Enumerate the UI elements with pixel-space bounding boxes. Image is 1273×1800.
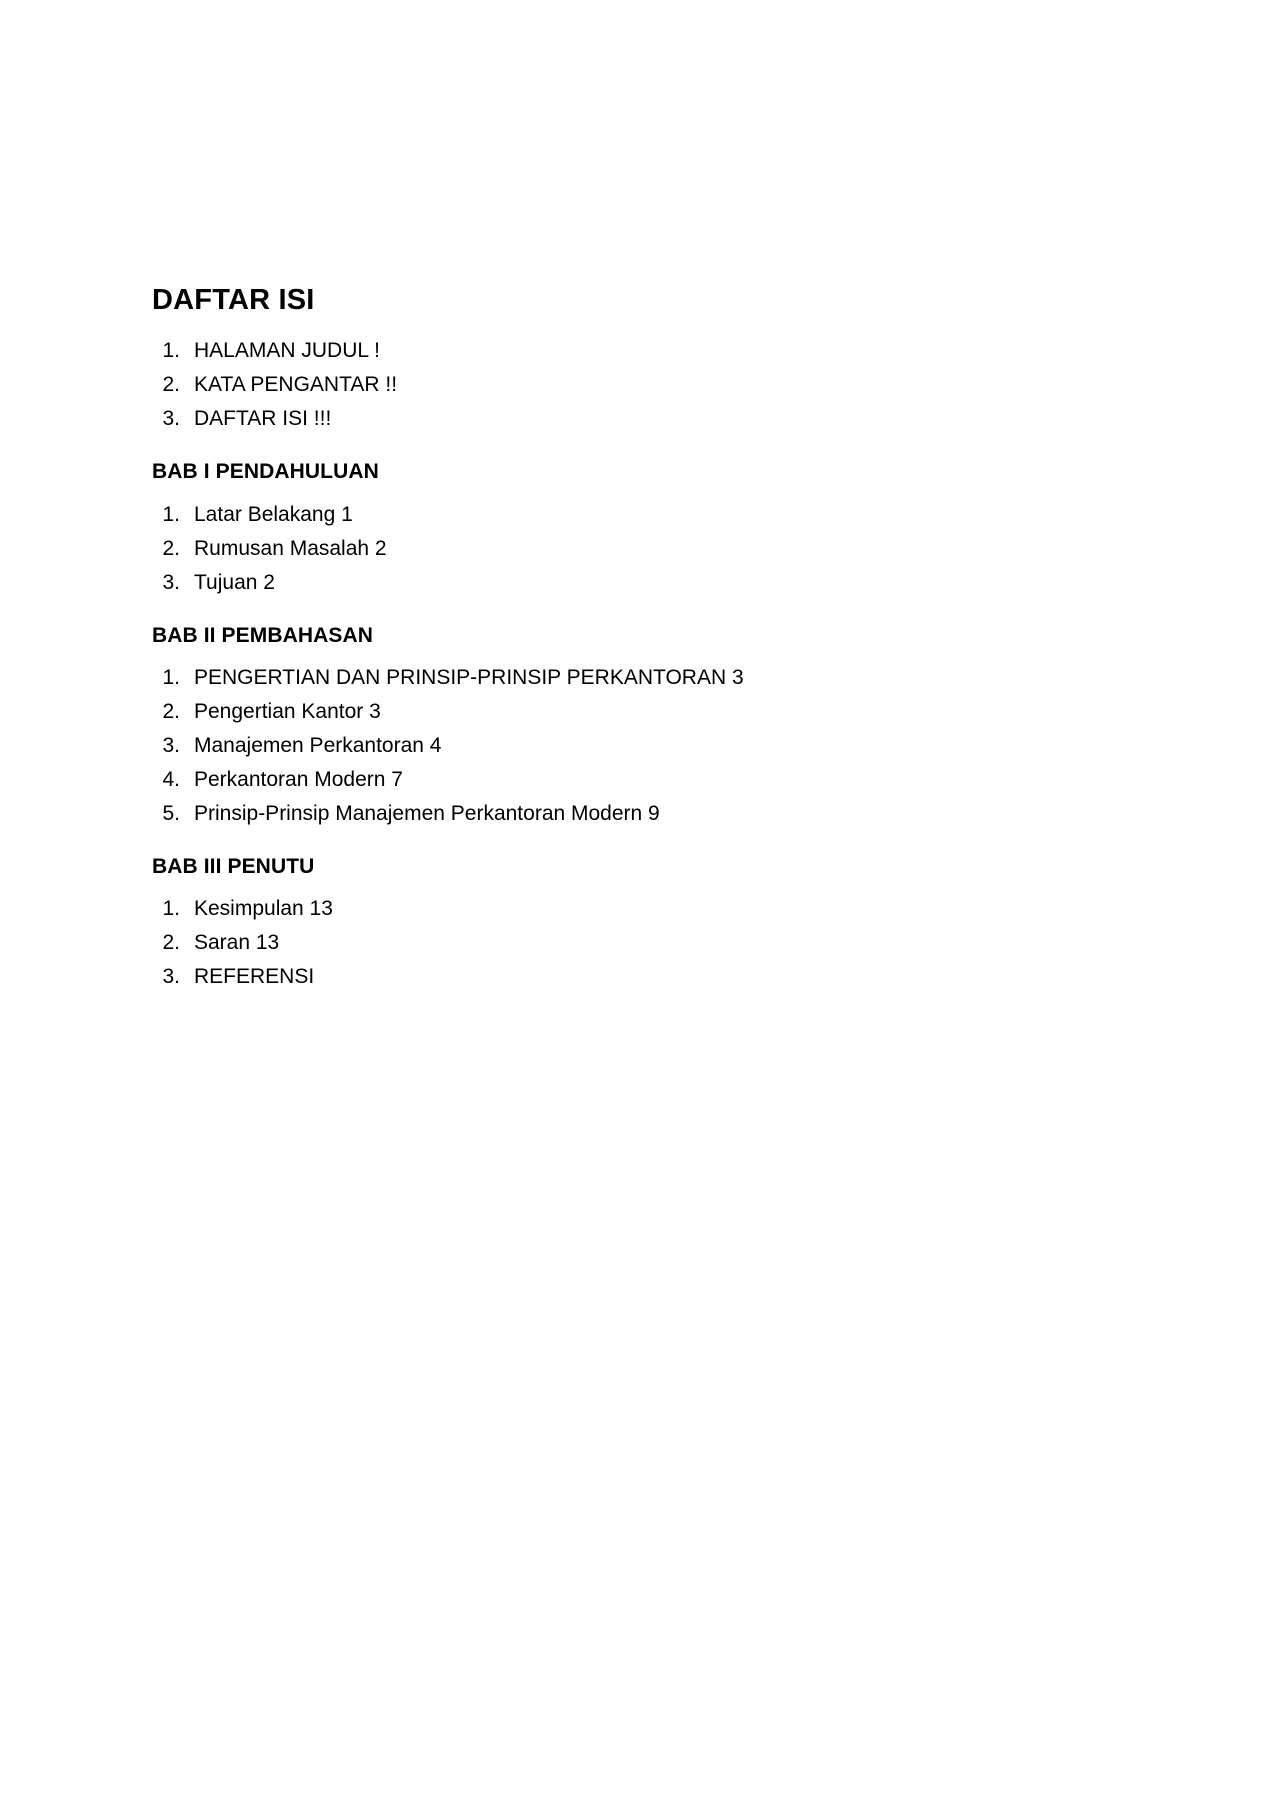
list-item-number: 4. xyxy=(162,767,180,791)
list-item xyxy=(152,498,1052,532)
section-heading-bab-i: BAB I PENDAHULUAN xyxy=(152,460,379,484)
list-item-label: Kesimpulan 13 xyxy=(194,897,333,921)
list-item-number: 3. xyxy=(162,965,180,989)
list-item xyxy=(152,695,1052,729)
toc-list-bab-i xyxy=(152,498,1052,600)
list-item xyxy=(152,402,1052,436)
list-item xyxy=(152,661,1052,695)
toc-list-bab-iii xyxy=(152,892,1052,994)
document-body xyxy=(152,282,1052,994)
list-item-label: DAFTAR ISI !!! xyxy=(194,407,332,431)
list-item xyxy=(152,960,1052,994)
list-item xyxy=(152,729,1052,763)
list-item-number: 3. xyxy=(162,570,180,594)
list-item xyxy=(152,892,1052,926)
list-item-label: HALAMAN JUDUL ! xyxy=(194,339,380,363)
list-item-label: Saran 13 xyxy=(194,931,280,955)
section-heading-bab-ii: BAB II PEMBAHASAN xyxy=(152,623,374,647)
toc-list-front-matter xyxy=(152,334,1052,436)
section-bab-iii xyxy=(152,853,1052,994)
list-item-number: 2. xyxy=(162,373,180,397)
list-item-number: 5. xyxy=(162,802,180,825)
list-item xyxy=(152,368,1052,402)
list-item-label: Tujuan 2 xyxy=(194,570,275,594)
list-item xyxy=(152,532,1052,566)
list-item-number: 2. xyxy=(162,699,180,723)
list-item-label: Prinsip-Prinsip Manajemen Perkantoran Modern 9 xyxy=(194,802,660,825)
list-item-number: 2. xyxy=(162,931,180,955)
list-item-number: 1. xyxy=(162,897,180,921)
list-item-label: Manajemen Perkantoran 4 xyxy=(194,733,442,757)
section-heading-bab-iii: BAB III PENUTU xyxy=(152,855,315,879)
list-item xyxy=(152,763,1052,797)
list-item-number: 3. xyxy=(162,407,180,431)
section-bab-i xyxy=(152,458,1052,599)
toc-list-bab-ii xyxy=(152,661,1052,831)
list-item-number: 1. xyxy=(162,665,180,689)
list-item-label: PENGERTIAN DAN PRINSIP-PRINSIP PERKANTORAN 3 xyxy=(194,665,744,689)
page-title: DAFTAR ISI xyxy=(152,284,315,316)
list-item-label: Pengertian Kantor 3 xyxy=(194,699,381,723)
list-item xyxy=(152,566,1052,600)
list-item-label: KATA PENGANTAR !! xyxy=(194,373,398,397)
section-front-matter xyxy=(152,334,1052,436)
list-item xyxy=(152,926,1052,960)
list-item-number: 1. xyxy=(162,502,180,526)
list-item xyxy=(152,797,1052,831)
list-item-label: Latar Belakang 1 xyxy=(194,502,353,526)
list-item-number: 1. xyxy=(162,339,180,363)
list-item-label: REFERENSI xyxy=(194,965,315,989)
list-item-label: Rumusan Masalah 2 xyxy=(194,536,387,560)
list-item-label: Perkantoran Modern 7 xyxy=(194,767,403,791)
list-item-number: 2. xyxy=(162,536,180,560)
list-item xyxy=(152,334,1052,368)
section-bab-ii xyxy=(152,622,1052,831)
list-item-number: 3. xyxy=(162,733,180,757)
